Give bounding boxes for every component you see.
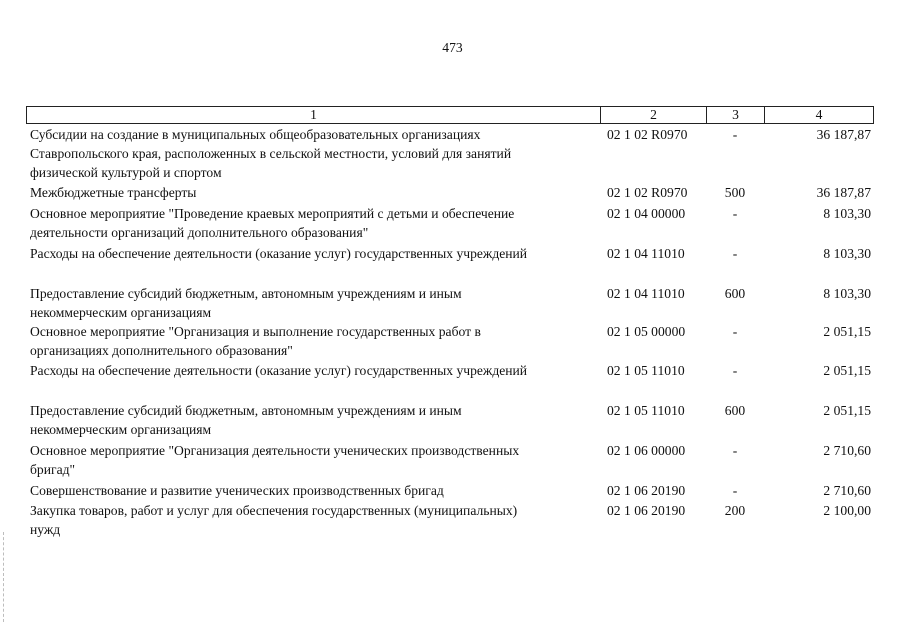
row-expense-type: - [732,206,738,221]
row-expense-type: 600 [724,403,746,418]
row-expense-type: 600 [724,286,746,301]
row-description: Основное мероприятие "Организация и выполнение государственных работ в организациях дополнительного образования" [30,324,481,358]
row-amount: 36 187,87 [816,127,871,142]
table-header [26,106,874,124]
header-col-3: 3 [706,107,764,123]
row-description: Закупка товаров, работ и услуг для обеспечения государственных (муниципальных) нужд [30,503,518,537]
row-amount: 2 710,60 [823,443,871,458]
row-expense-type: - [732,127,738,142]
row-expense-type: - [732,363,738,378]
row-code: 02 1 05 11010 [607,403,685,418]
row-amount: 2 051,15 [823,363,871,378]
row-code: 02 1 05 11010 [607,363,685,378]
row-amount: 2 100,00 [823,503,871,518]
row-amount: 36 187,87 [816,185,871,200]
row-amount: 2 710,60 [823,483,871,498]
row-description: Совершенствование и развитие ученических производственных бригад [30,483,444,498]
row-expense-type: - [732,246,738,261]
row-amount: 2 051,15 [823,403,871,418]
header-col-2: 2 [600,107,706,123]
row-code: 02 1 06 00000 [607,443,686,458]
row-amount: 2 051,15 [823,324,871,339]
row-expense-type: 500 [724,185,746,200]
scan-margin-mark [3,532,5,622]
row-description: Межбюджетные трансферты [30,185,197,200]
row-expense-type: - [732,324,738,339]
page-number: 473 [442,40,463,55]
row-description: Расходы на обеспечение деятельности (оказание услуг) государственных учреждений [30,363,528,378]
row-description: Предоставление субсидий бюджетным, автономным учреждениям и иным некоммерческим организациям [30,286,462,320]
row-amount: 8 103,30 [823,206,871,221]
row-code: 02 1 04 11010 [607,286,685,301]
row-code: 02 1 02 R0970 [607,127,688,142]
row-description: Субсидии на создание в муниципальных общеобразовательных организациях Ставропольского края, расположенных в сельской местности, условий для занятий физической культурой и спортом [30,127,512,180]
row-code: 02 1 02 R0970 [607,185,688,200]
row-expense-type: - [732,443,738,458]
row-expense-type: 200 [724,503,746,518]
row-code: 02 1 06 20190 [607,503,686,518]
row-description: Основное мероприятие "Организация деятельности ученических производственных бригад" [30,443,520,477]
row-code: 02 1 05 00000 [607,324,686,339]
row-amount: 8 103,30 [823,246,871,261]
row-code: 02 1 06 20190 [607,483,686,498]
row-code: 02 1 04 11010 [607,246,685,261]
row-expense-type: - [732,483,738,498]
header-col-1: 1 [310,107,317,122]
row-amount: 8 103,30 [823,286,871,301]
row-description: Расходы на обеспечение деятельности (оказание услуг) государственных учреждений [30,246,528,261]
row-code: 02 1 04 00000 [607,206,686,221]
row-description: Основное мероприятие "Проведение краевых мероприятий с детьми и обеспечение деятельности организаций дополнительного образования" [30,206,515,240]
row-description: Предоставление субсидий бюджетным, автономным учреждениям и иным некоммерческим организациям [30,403,462,437]
header-col-4: 4 [764,107,873,123]
